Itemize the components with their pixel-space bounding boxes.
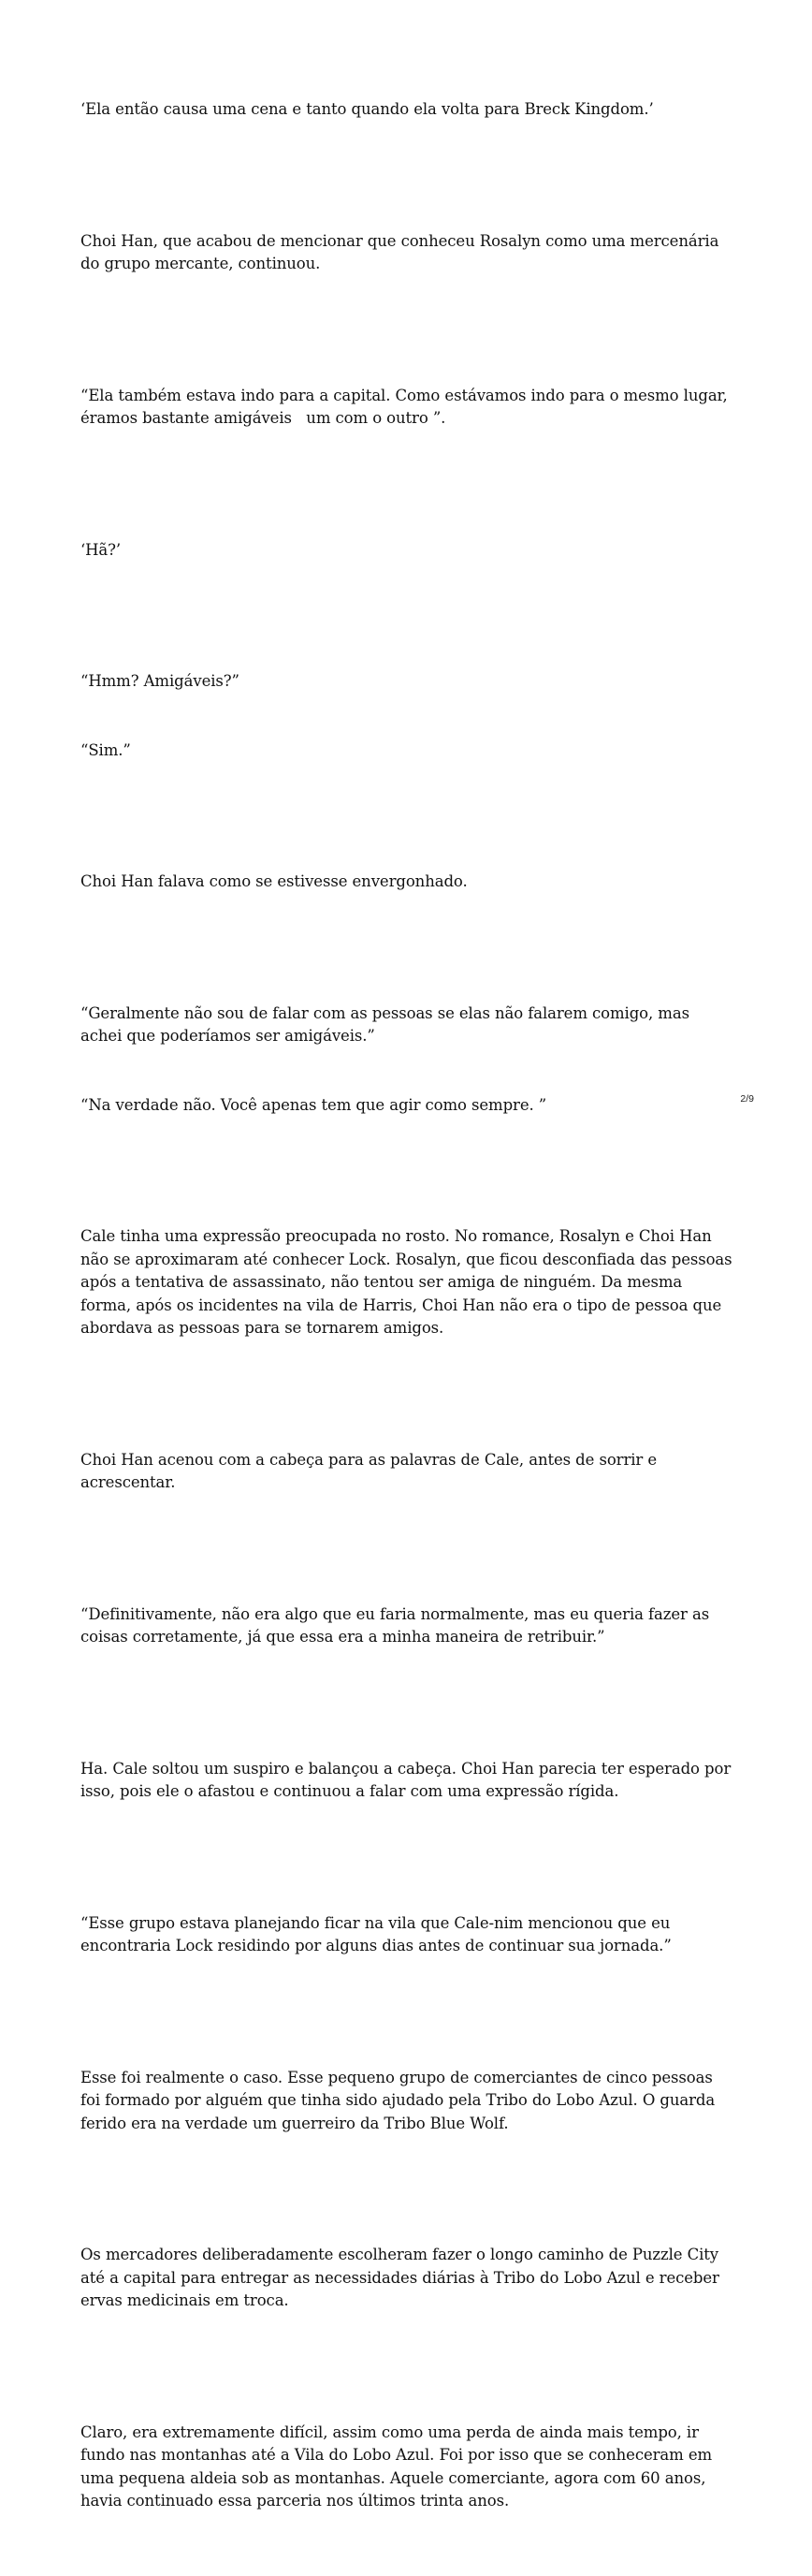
paragraph: [80, 1403, 735, 1541]
text-line: Cale tinha uma expressão preocupada no rosto. No romance, Rosalyn e Choi Han não se aproximaram até conhecer Lock. Rosalyn, que ficou desconfiada das pessoas após a tentativa de assassinato, não tentou ser amiga de ninguém. Da mesma forma, após os incidentes na vila de Harris, Choi Han não era o tipo de pessoa que abordava as pessoas para se tornarem amigos.: [80, 1227, 737, 1337]
paragraph: [80, 825, 735, 940]
paragraph: [80, 52, 735, 168]
text-line: “Esse grupo estava planejando ficar na vila que Cale-nim mencionou que eu encontraria Lock residindo por alguns dias antes de continuar sua jornada.”: [80, 1913, 675, 1954]
text-line: “Geralmente não sou de falar com as pessoas se elas não falarem comigo, mas achei que poderíamos ser amigáveis.”: [80, 1003, 695, 1045]
text-line: Esse foi realmente o caso. Esse pequeno grupo de comerciantes de cinco pessoas foi formado por alguém que tinha sido ajudado pela Tribo do Lobo Azul. O guarda ferido era na verdade um guerreiro da Tribo Blue Wolf.: [80, 2068, 720, 2132]
text-line: Choi Han, que acabou de mencionar que conheceu Rosalyn como uma mercenária do grupo mercante, continuou.: [80, 231, 724, 272]
text-line: Ha. Cale soltou um suspiro e balançou a cabeça. Choi Han parecia ter esperado por isso, pois ele o afastou e continuou a falar com uma expressão rígida.: [80, 1759, 736, 1800]
paragraph: [80, 184, 735, 322]
text-line: ‘Hã?’: [80, 540, 122, 559]
text-line: Os mercadores deliberadamente escolheram fazer o longo caminho de Puzzle City até a capital para entregar as necessidades diárias à Tribo do Lobo Azul e receber ervas medicinais em troca.: [80, 2246, 724, 2309]
text-line: “Hmm? Amigáveis?”: [80, 672, 239, 690]
text-line: “Na verdade não. Você apenas tem que agir como sempre. ”: [80, 1095, 547, 1114]
paragraph: [80, 1866, 735, 2004]
document-body: [80, 52, 735, 2576]
paragraph: [80, 2198, 735, 2359]
page-number: 2/9: [740, 1093, 754, 1105]
paragraph: [80, 957, 735, 1164]
text-line: “Ela também estava indo para a capital. Como estávamos indo para o mesmo lugar, éramos bastante amigáveis um com o outro ”.: [80, 386, 732, 427]
paragraph: [80, 2376, 735, 2559]
text-line: “Sim.”: [80, 740, 131, 759]
text-line: Choi Han acenou com a cabeça para as palavras de Cale, antes de sorrir e acrescentar.: [80, 1450, 662, 1491]
text-line: Claro, era extremamente difícil, assim como uma perda de ainda mais tempo, ir fundo nas montanhas até a Vila do Lobo Azul. Foi por isso que se conheceram em uma pequena aldeia sob as montanhas. Aquele comerciante, agora com 60 anos, havia continuado essa parceria nos últimos trinta anos.: [80, 2422, 718, 2510]
text-line: ‘Ela então causa uma cena e tanto quando ela volta para Breck Kingdom.’: [80, 100, 654, 118]
paragraph: [80, 624, 735, 808]
paragraph: [80, 339, 735, 476]
paragraph: [80, 1179, 735, 1386]
paragraph: [80, 1558, 735, 1695]
text-line: “Definitivamente, não era algo que eu faria normalmente, mas eu queria fazer as coisas corretamente, já que essa era a minha maneira de retribuir.”: [80, 1604, 715, 1646]
paragraph: [80, 2021, 735, 2182]
text-line: Choi Han falava como se estivesse envergonhado.: [80, 872, 468, 890]
paragraph: [80, 1712, 735, 1850]
paragraph: [80, 493, 735, 608]
